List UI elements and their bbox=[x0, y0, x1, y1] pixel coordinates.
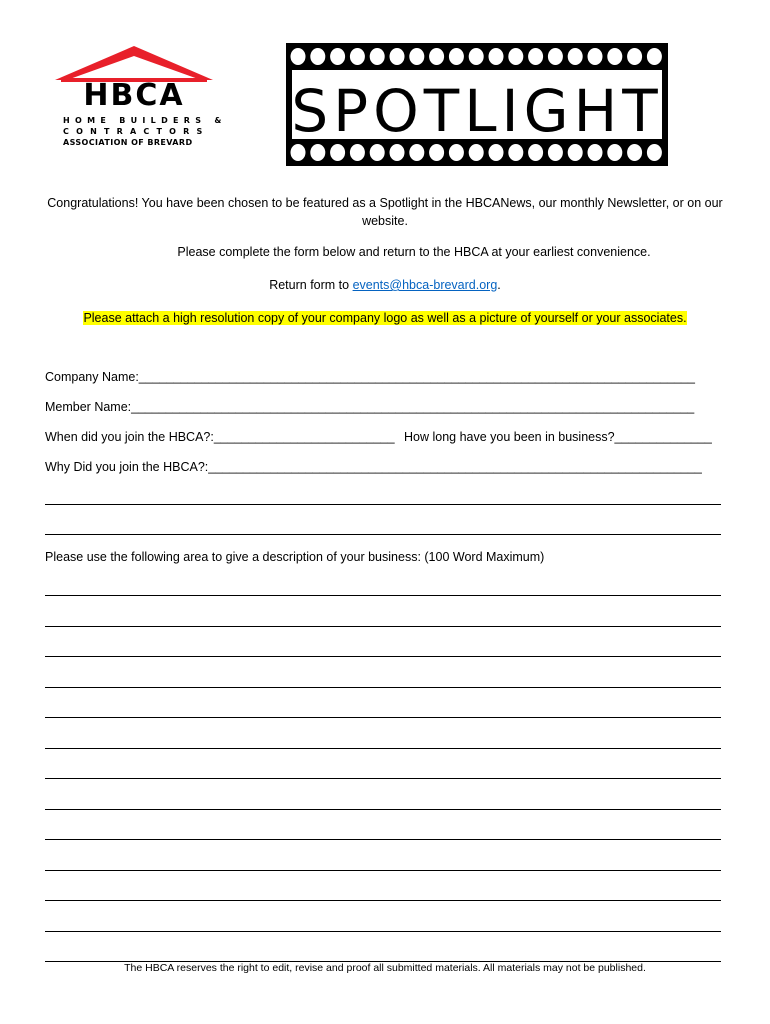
description-line[interactable] bbox=[45, 626, 721, 627]
film-hole bbox=[291, 48, 306, 65]
description-line[interactable] bbox=[45, 870, 721, 871]
hbca-logo bbox=[55, 44, 227, 154]
logo-line-2: CONTRACTORS bbox=[63, 127, 210, 136]
film-hole bbox=[350, 144, 365, 161]
description-line[interactable] bbox=[45, 717, 721, 718]
return-prefix: Return form to bbox=[269, 278, 353, 292]
highlight-note bbox=[40, 309, 730, 327]
film-hole bbox=[330, 144, 345, 161]
film-hole bbox=[489, 144, 504, 161]
spotlight-title: SPOTLIGHT bbox=[291, 77, 663, 145]
description-line[interactable] bbox=[45, 656, 721, 657]
description-line[interactable] bbox=[45, 809, 721, 810]
logo-line-1: HOME BUILDERS & bbox=[63, 116, 227, 125]
film-hole bbox=[469, 48, 484, 65]
film-hole bbox=[390, 48, 405, 65]
why-join-line-3[interactable] bbox=[45, 534, 721, 535]
intro-paragraph: Congratulations! You have been chosen to be featured as a Spotlight in the HBCANews, our monthly Newsletter, or on our website. bbox=[47, 196, 723, 228]
description-prompt: Please use the following area to give a description of your business: (100 Word Maximum) bbox=[45, 550, 545, 564]
film-hole bbox=[291, 144, 306, 161]
email-link[interactable]: events@hbca-brevard.org bbox=[352, 278, 498, 292]
return-suffix: . bbox=[497, 278, 501, 292]
film-hole bbox=[607, 144, 622, 161]
why-join-field[interactable]: Why Did you join the HBCA?:_______________________________________________________________________ bbox=[45, 460, 702, 474]
film-hole bbox=[449, 144, 464, 161]
film-hole bbox=[647, 144, 662, 161]
film-hole bbox=[508, 144, 523, 161]
film-hole bbox=[548, 48, 563, 65]
return-line bbox=[40, 276, 730, 294]
film-hole bbox=[568, 48, 583, 65]
description-line[interactable] bbox=[45, 931, 721, 932]
description-line[interactable] bbox=[45, 839, 721, 840]
film-hole bbox=[588, 144, 603, 161]
film-hole bbox=[588, 48, 603, 65]
film-hole bbox=[627, 48, 642, 65]
film-hole bbox=[627, 144, 642, 161]
film-hole bbox=[528, 144, 543, 161]
logo-wordmark: HBCA bbox=[83, 78, 185, 113]
logo-line-3: ASSOCIATION OF BREVARD bbox=[63, 138, 193, 147]
film-hole bbox=[548, 144, 563, 161]
business-length-field[interactable]: How long have you been in business?______________ bbox=[404, 430, 712, 444]
description-line[interactable] bbox=[45, 778, 721, 779]
film-hole bbox=[449, 48, 464, 65]
film-hole bbox=[310, 144, 325, 161]
film-hole bbox=[390, 144, 405, 161]
film-hole bbox=[370, 144, 385, 161]
film-hole bbox=[429, 48, 444, 65]
instruction-text: Please complete the form below and return to the HBCA at your earliest convenience. bbox=[177, 245, 651, 259]
footer-disclaimer: The HBCA reserves the right to edit, revise and proof all submitted materials. All materials may not be published. bbox=[124, 962, 646, 974]
film-hole bbox=[508, 48, 523, 65]
film-hole bbox=[469, 144, 484, 161]
film-hole bbox=[370, 48, 385, 65]
film-hole bbox=[350, 48, 365, 65]
why-join-line-2[interactable] bbox=[45, 504, 721, 505]
film-hole bbox=[647, 48, 662, 65]
film-hole bbox=[310, 48, 325, 65]
spotlight-banner bbox=[286, 43, 668, 166]
member-name-field[interactable]: Member Name:_________________________________________________________________________________ bbox=[45, 400, 695, 414]
film-hole bbox=[409, 144, 424, 161]
description-line[interactable] bbox=[45, 595, 721, 596]
film-hole bbox=[330, 48, 345, 65]
description-line[interactable] bbox=[45, 900, 721, 901]
film-hole bbox=[489, 48, 504, 65]
description-line[interactable] bbox=[45, 748, 721, 749]
description-line[interactable] bbox=[45, 687, 721, 688]
highlight-text: Please attach a high resolution copy of your company logo as well as a picture of yourself or your associates. bbox=[83, 311, 687, 325]
film-hole bbox=[568, 144, 583, 161]
film-hole bbox=[607, 48, 622, 65]
film-hole bbox=[429, 144, 444, 161]
film-hole bbox=[528, 48, 543, 65]
company-name-field[interactable]: Company Name:________________________________________________________________________________ bbox=[45, 370, 695, 384]
film-hole bbox=[409, 48, 424, 65]
join-date-field[interactable]: When did you join the HBCA?:__________________________ bbox=[45, 430, 395, 444]
